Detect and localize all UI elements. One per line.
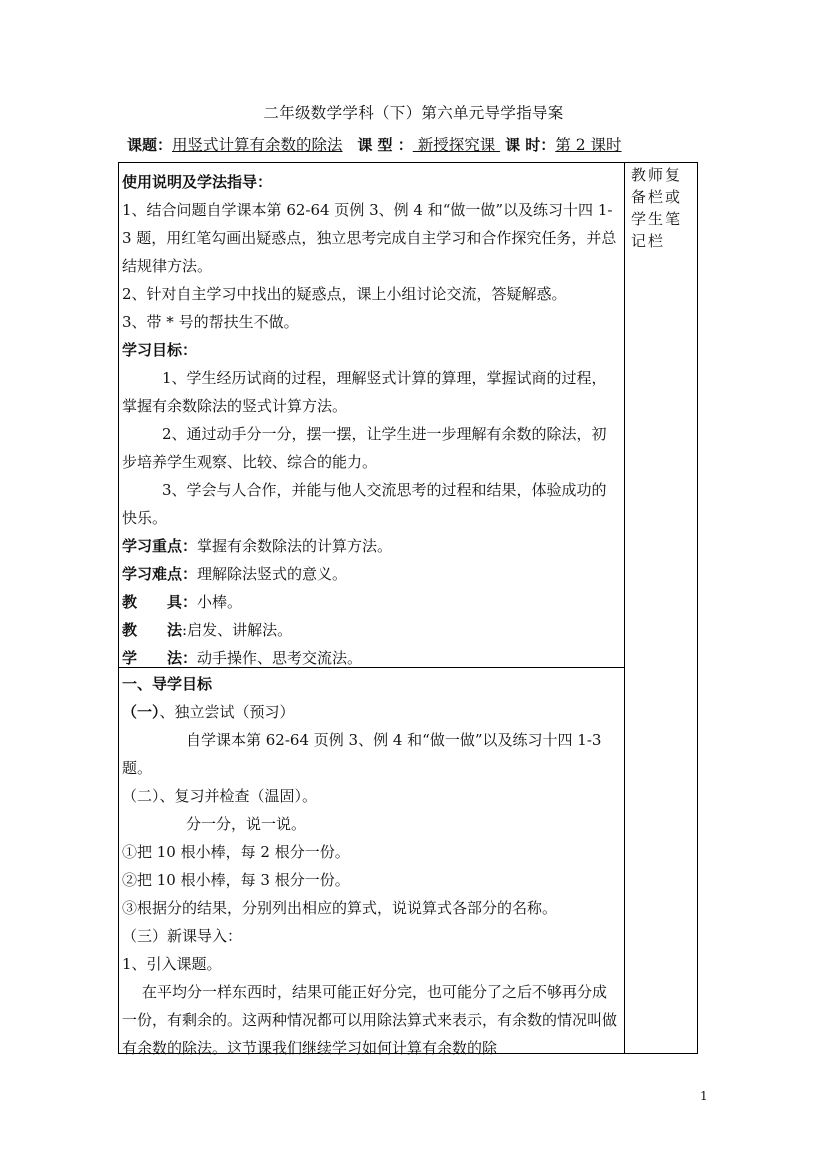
time-label: 课 时：	[505, 136, 556, 154]
instruction-item: 1、结合问题自学课本第 62-64 页例 3、例 4 和“做一做”以及练习十四 1-3 题，用红笔勾画出疑惑点，独立思考完成自主学习和合作探究任务，并总结规律方法。	[122, 201, 617, 275]
guide-sub1-text: 、独立尝试（预习）	[159, 703, 295, 721]
guide-sub1-body: 自学课本第 62-64 页例 3、例 4 和“做一做”以及练习十四 1-3 题。	[122, 731, 602, 777]
course-info-line	[127, 133, 622, 155]
guide-sub3-item: 1、引入课题。	[122, 955, 222, 973]
instructions-heading: 使用说明及学法指导：	[122, 173, 273, 191]
learning-row	[122, 644, 620, 672]
document-title: 二年级数学学科（下）第六单元导学指导案	[263, 104, 564, 122]
instruction-item: 3、带 * 号的帮扶生不做。	[122, 313, 299, 331]
difficulty-row	[122, 560, 620, 588]
focus-value: 掌握有余数除法的计算方法。	[197, 537, 393, 555]
objectives-heading: 学习目标：	[122, 341, 198, 359]
topic-label: 课题：	[127, 136, 173, 154]
instruction-item: 2、针对自主学习中找出的疑惑点，课上小组讨论交流，答疑解惑。	[122, 285, 567, 303]
tools-row	[122, 588, 620, 616]
learning-value: 动手操作、思考交流法。	[197, 649, 363, 667]
teaching-value: :启发、讲解法。	[182, 621, 293, 639]
guide-sub3-body: 在平均分一样东西时，结果可能正好分完，也可能分了之后不够再分成一份，有剩余的。这两种情况都可以用除法算式来表示，有余数的情况叫做有余数的除法。这节课我们继续学习如何计算有余数的除	[122, 983, 618, 1057]
difficulty-label: 学习难点：	[122, 565, 198, 583]
tools-value: 小棒。	[197, 593, 243, 611]
difficulty-value: 理解除法竖式的意义。	[197, 565, 348, 583]
type-label: 课 型 ：	[357, 136, 413, 154]
page-number: 1	[700, 1089, 708, 1103]
guide-sub1-label: （一）	[122, 703, 160, 721]
notes-column-label: 教师复备栏或学生笔记栏	[631, 166, 683, 250]
objective-item: 1、学生经历试商的过程，理解竖式计算的算理，掌握试商的过程，掌握有余数除法的竖式计算方法。	[122, 369, 607, 415]
column-divider	[624, 162, 625, 1054]
guide-heading: 一、导学目标	[122, 675, 213, 693]
guide-sub2-item: ①把 10 根小棒，每 2 根分一份。	[122, 843, 350, 861]
guide-sub3: （三）新课导入：	[122, 927, 243, 945]
focus-row	[122, 532, 620, 560]
teaching-label: 教 法	[122, 621, 183, 639]
objective-item: 3、学会与人合作，并能与他人交流思考的过程和结果，体验成功的快乐。	[122, 481, 607, 527]
type-value: 新授探究课	[412, 136, 501, 154]
guide-sub2: （二）、复习并检查（温固）。	[122, 787, 318, 805]
guide-sub2-item: ③根据分的结果，分别列出相应的算式，说说算式各部分的名称。	[122, 899, 558, 917]
guide-sub2-item: ②把 10 根小棒，每 3 根分一份。	[122, 871, 350, 889]
instructions-cell	[122, 168, 620, 672]
learning-label: 学 法：	[122, 649, 198, 667]
tools-label: 教 具：	[122, 593, 198, 611]
topic-value: 用竖式计算有余数的除法	[172, 136, 343, 154]
focus-label: 学习重点：	[122, 537, 198, 555]
guide-cell	[122, 670, 620, 1062]
guide-sub2-intro: 分一分，说一说。	[186, 815, 307, 833]
time-value: 第 2 课时	[555, 136, 622, 154]
objective-item: 2、通过动手分一分，摆一摆，让学生进一步理解有余数的除法，初步培养学生观察、比较、综合的能力。	[122, 425, 607, 471]
teaching-row	[122, 616, 620, 644]
guide-sub1	[122, 698, 620, 726]
